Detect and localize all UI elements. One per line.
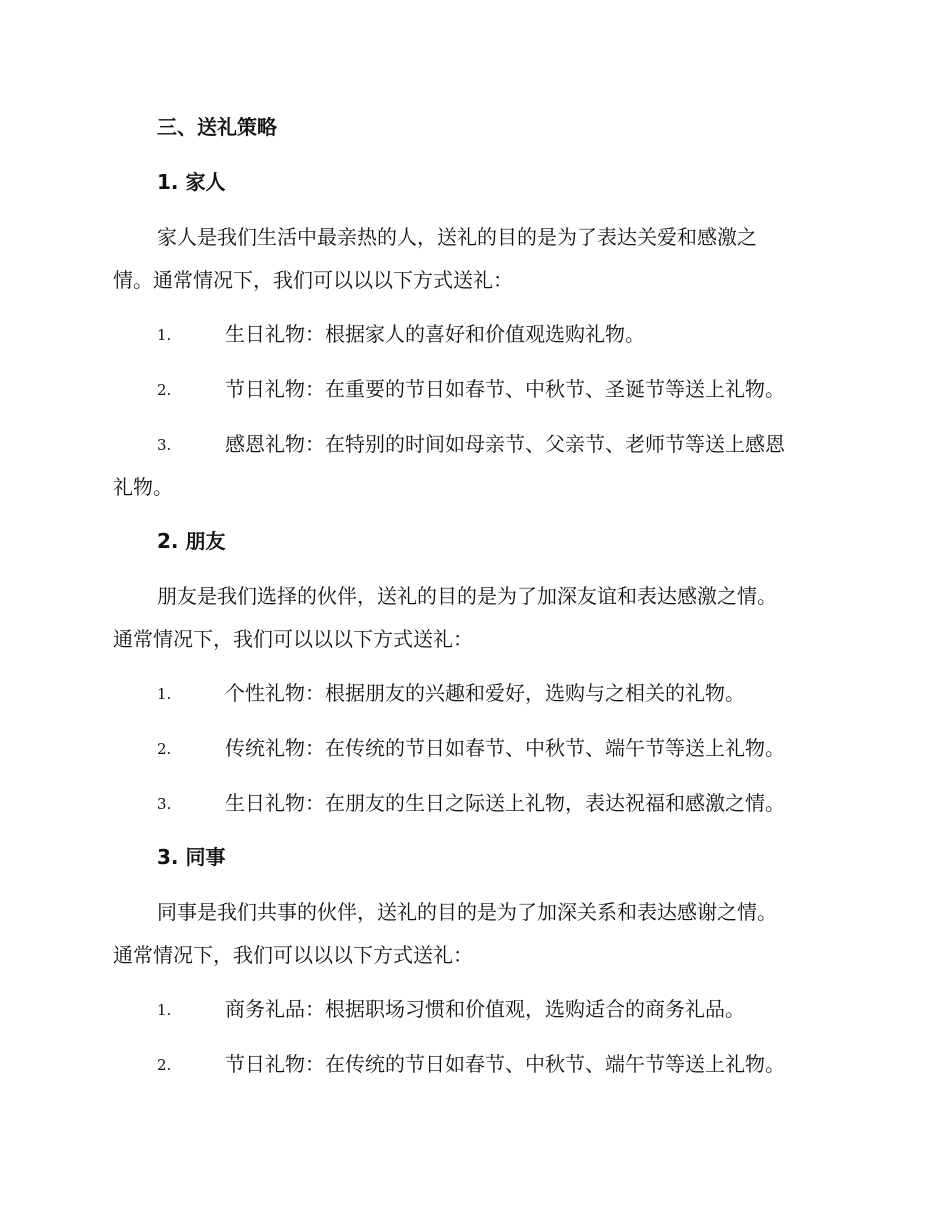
colleagues-item-1-number: 1.	[157, 1001, 172, 1019]
friends-intro-line-1: 朋友是我们选择的伙伴，送礼的目的是为了加深友谊和表达感激之情。	[157, 584, 777, 608]
family-heading: 1. 家人	[157, 170, 226, 194]
colleagues-item-1-text: 商务礼品：根据职场习惯和价值观，选购适合的商务礼品。	[225, 997, 745, 1021]
colleagues-intro-line-1: 同事是我们共事的伙伴，送礼的目的是为了加深关系和表达感谢之情。	[157, 900, 777, 924]
friends-item-1-number: 1.	[157, 685, 172, 703]
friends-intro-line-2: 通常情况下，我们可以以以下方式送礼：	[113, 627, 473, 651]
family-item-3-continuation: 礼物。	[113, 475, 173, 499]
section-title: 三、送礼策略	[157, 115, 277, 139]
family-intro-line-2: 情。通常情况下，我们可以以以下方式送礼：	[113, 268, 513, 292]
family-item-1-text: 生日礼物：根据家人的喜好和价值观选购礼物。	[225, 322, 645, 346]
colleagues-item-2-text: 节日礼物：在传统的节日如春节、中秋节、端午节等送上礼物。	[225, 1052, 785, 1076]
friends-item-3-text: 生日礼物：在朋友的生日之际送上礼物，表达祝福和感激之情。	[225, 791, 785, 815]
colleagues-intro-line-2: 通常情况下，我们可以以以下方式送礼：	[113, 943, 473, 967]
colleagues-heading: 3. 同事	[157, 845, 226, 869]
friends-item-1-text: 个性礼物：根据朋友的兴趣和爱好，选购与之相关的礼物。	[225, 681, 745, 705]
family-item-2-number: 2.	[157, 381, 172, 399]
family-item-3-text: 感恩礼物：在特别的时间如母亲节、父亲节、老师节等送上感恩	[225, 432, 785, 456]
family-intro-line-1: 家人是我们生活中最亲热的人，送礼的目的是为了表达关爱和感激之	[157, 225, 757, 249]
family-item-2-text: 节日礼物：在重要的节日如春节、中秋节、圣诞节等送上礼物。	[225, 377, 785, 401]
friends-item-2-number: 2.	[157, 740, 172, 758]
friends-heading: 2. 朋友	[157, 529, 226, 553]
friends-item-3-number: 3.	[157, 795, 172, 813]
friends-item-2-text: 传统礼物：在传统的节日如春节、中秋节、端午节等送上礼物。	[225, 736, 785, 760]
family-item-3-number: 3.	[157, 436, 172, 454]
family-item-1-number: 1.	[157, 326, 172, 344]
colleagues-item-2-number: 2.	[157, 1056, 172, 1074]
